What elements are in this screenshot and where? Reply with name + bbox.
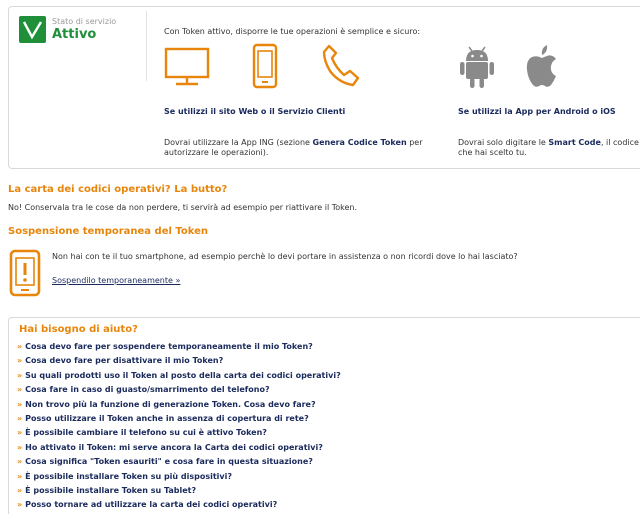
faq-item[interactable]: » Su quali prodotti uso il Token al posto della carta dei codici operativi? bbox=[17, 370, 341, 380]
status-label: Stato di servizio bbox=[52, 17, 117, 26]
faq-item[interactable]: » Cosa devo fare per disattivare il mio Token? bbox=[17, 356, 224, 366]
suspend-section-title: Sospensione temporanea del Token bbox=[8, 226, 209, 237]
token-status-panel bbox=[8, 6, 640, 169]
faq-item[interactable]: » Cosa fare in caso di guasto/smarrimento del telefono? bbox=[17, 385, 270, 395]
checkmark-icon bbox=[22, 19, 43, 40]
app-description: Dovrai solo digitare le Smart Code, il codice che hai scelto tu. bbox=[458, 138, 639, 157]
faq-item[interactable]: » È possibile installare Token su Tablet? bbox=[17, 485, 197, 495]
chevron-right-icon: » bbox=[17, 457, 23, 467]
faq-item[interactable]: » È possibile cambiare il telefono su cui è attivo Token? bbox=[17, 428, 267, 438]
chevron-right-icon: » bbox=[17, 471, 23, 481]
chevron-right-icon: » bbox=[17, 342, 23, 351]
faq-item[interactable]: » Cosa significa "Token esauriti" e cosa fare in questa situazione? bbox=[17, 457, 313, 467]
chevron-right-icon: » bbox=[17, 413, 23, 423]
smart-code-label: Smart Code bbox=[548, 138, 601, 147]
web-description: Dovrai utilizzare la App ING (sezione Genera Codice Token per autorizzare le operazioni). bbox=[164, 138, 423, 157]
chevron-right-icon: » bbox=[17, 370, 23, 380]
help-title: Hai bisogno di aiuto? bbox=[19, 324, 138, 335]
suspend-temporarily-link[interactable]: Sospendilo temporaneamente » bbox=[52, 276, 181, 285]
chevron-right-icon: » bbox=[17, 428, 23, 438]
smartphone-alert-icon bbox=[9, 249, 41, 297]
status-check-badge bbox=[19, 16, 46, 43]
faq-item[interactable]: » Posso utilizzare il Token anche in assenza di copertura di rete? bbox=[17, 413, 309, 423]
faq-list bbox=[17, 340, 341, 513]
divider bbox=[146, 11, 147, 81]
phone-handset-icon bbox=[321, 43, 367, 89]
monitor-icon bbox=[164, 47, 210, 89]
faq-item[interactable]: » Posso tornare ad utilizzare la carta dei codici operativi? bbox=[17, 500, 278, 510]
faq-item[interactable]: » Ho attivato il Token: mi serve ancora la Carta dei codici operativi? bbox=[17, 442, 323, 452]
help-panel bbox=[8, 317, 640, 514]
genera-codice-token-label: Genera Codice Token bbox=[312, 138, 407, 147]
chevron-right-icon: » bbox=[17, 485, 23, 495]
chevron-right-icon: » bbox=[17, 399, 23, 409]
chevron-right-icon: » bbox=[17, 356, 23, 366]
chevron-right-icon: » bbox=[17, 385, 23, 395]
card-section-title: La carta dei codici operativi? La butto? bbox=[8, 184, 228, 195]
chevron-right-icon: » bbox=[17, 442, 23, 452]
chevron-right-icon: » bbox=[17, 500, 23, 510]
smartphone-icon bbox=[252, 43, 278, 89]
apple-icon bbox=[525, 43, 559, 89]
card-section-text: No! Conservala tra le cose da non perdere, ti servirà ad esempio per riattivare il Token. bbox=[8, 203, 358, 212]
android-icon bbox=[459, 45, 495, 89]
status-value: Attivo bbox=[52, 27, 97, 42]
suspend-section-text: Non hai con te il tuo smartphone, ad esempio perchè lo devi portare in assistenza o non ricordi dove lo hai lasciato? bbox=[52, 252, 518, 261]
app-heading: Se utilizzi la App per Android o iOS bbox=[458, 107, 616, 116]
faq-item[interactable]: » Non trovo più la funzione di generazione Token. Cosa devo fare? bbox=[17, 399, 316, 409]
intro-text: Con Token attivo, disporre le tue operazioni è semplice e sicuro: bbox=[164, 27, 421, 36]
faq-item[interactable]: » È possibile installare Token su più dispositivi? bbox=[17, 471, 233, 481]
web-heading: Se utilizzi il sito Web o il Servizio Clienti bbox=[164, 107, 346, 116]
faq-item[interactable]: » Cosa devo fare per sospendere temporaneamente il mio Token? bbox=[17, 342, 313, 351]
